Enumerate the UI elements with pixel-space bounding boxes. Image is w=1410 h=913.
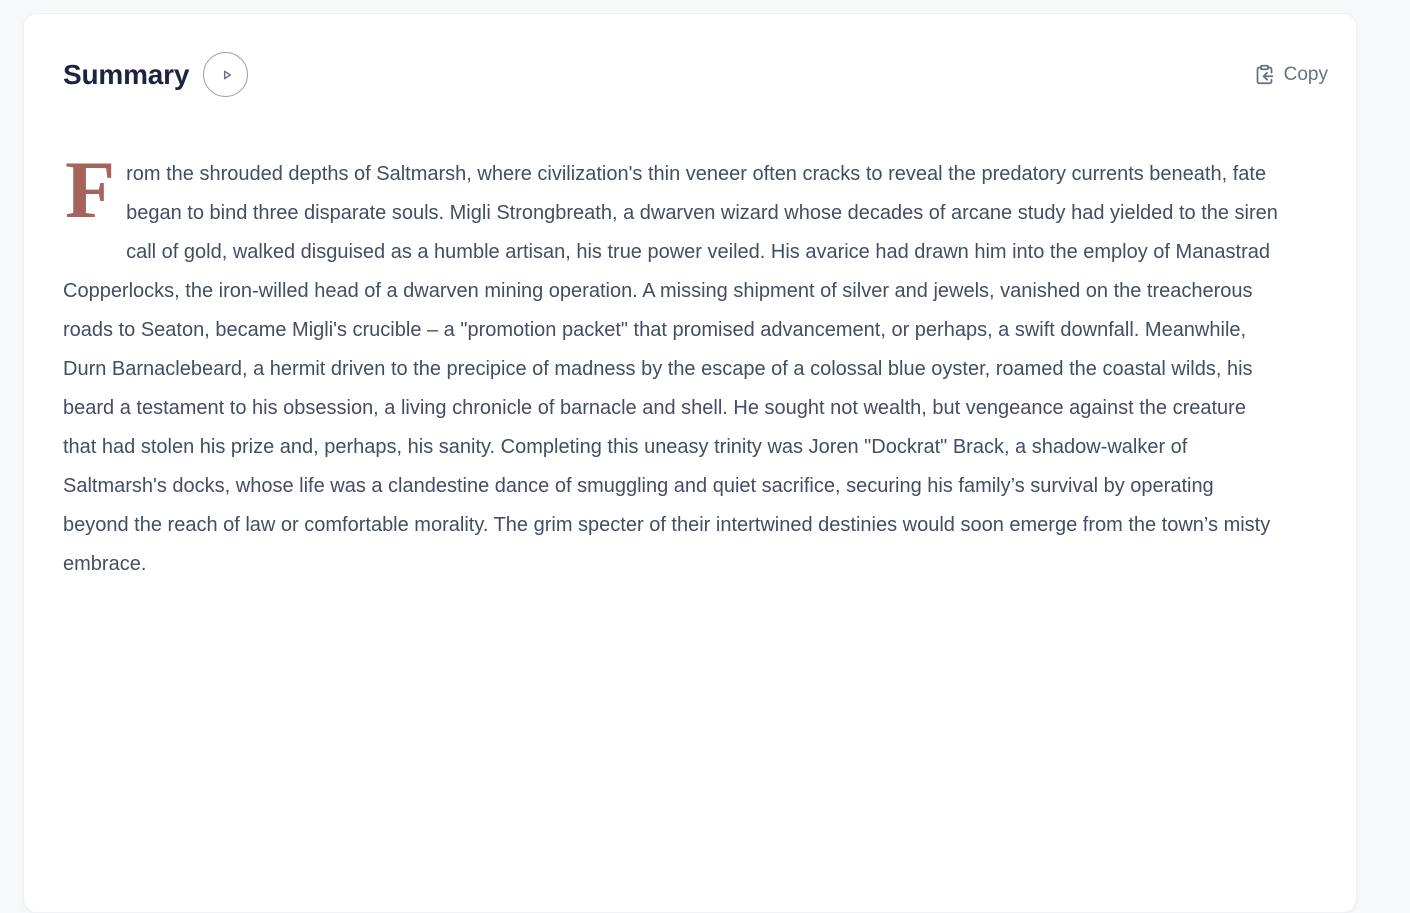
drop-cap: F: [65, 144, 116, 235]
clipboard-copy-icon: [1254, 64, 1275, 85]
copy-label: Copy: [1283, 63, 1328, 85]
header-title-group: [63, 52, 248, 97]
summary-card: [23, 13, 1357, 913]
page-title: Summary: [63, 58, 190, 90]
play-button[interactable]: [203, 52, 248, 97]
summary-paragraph: [63, 144, 1278, 584]
summary-text: rom the shrouded depths of Saltmarsh, where civilization's thin veneer often cracks to reveal the predatory currents beneath, fate began to bind three disparate souls. Migli Strongbreath, a dwarven wizard whose decades of arcane study had yielded to the siren call of gold, walked disguised as a humble artisan, his true power veiled. His avarice had drawn him into the employ of Manastrad Copperlocks, the iron-willed head of a dwarven mining operation. A missing shipment of silver and jewels, vanished on the treacherous roads to Seaton, became Migli's crucible – a "promotion packet" that promised advancement, or perhaps, a swift downfall. Meanwhile, Durn Barnaclebeard, a hermit driven to the precipice of madness by the escape of a colossal blue oyster, roamed the coastal wilds, his beard a testament to his obsession, a living chronicle of barnacle and shell. He sought not wealth, but vengeance against the creature that had stolen his prize and, perhaps, his sanity. Completing this uneasy trinity was Joren "Dockrat" Brack, a shadow-walker of Saltmarsh's docks, whose life was a clandestine dance of smuggling and quiet sacrifice, securing his family’s survival by operating beyond the reach of law or comfortable morality. The grim specter of their intertwined destinies would soon emerge from the town’s misty embrace.: [63, 163, 1278, 575]
card-header: [63, 52, 1328, 97]
copy-button[interactable]: [1254, 64, 1328, 86]
play-icon: [217, 67, 235, 83]
